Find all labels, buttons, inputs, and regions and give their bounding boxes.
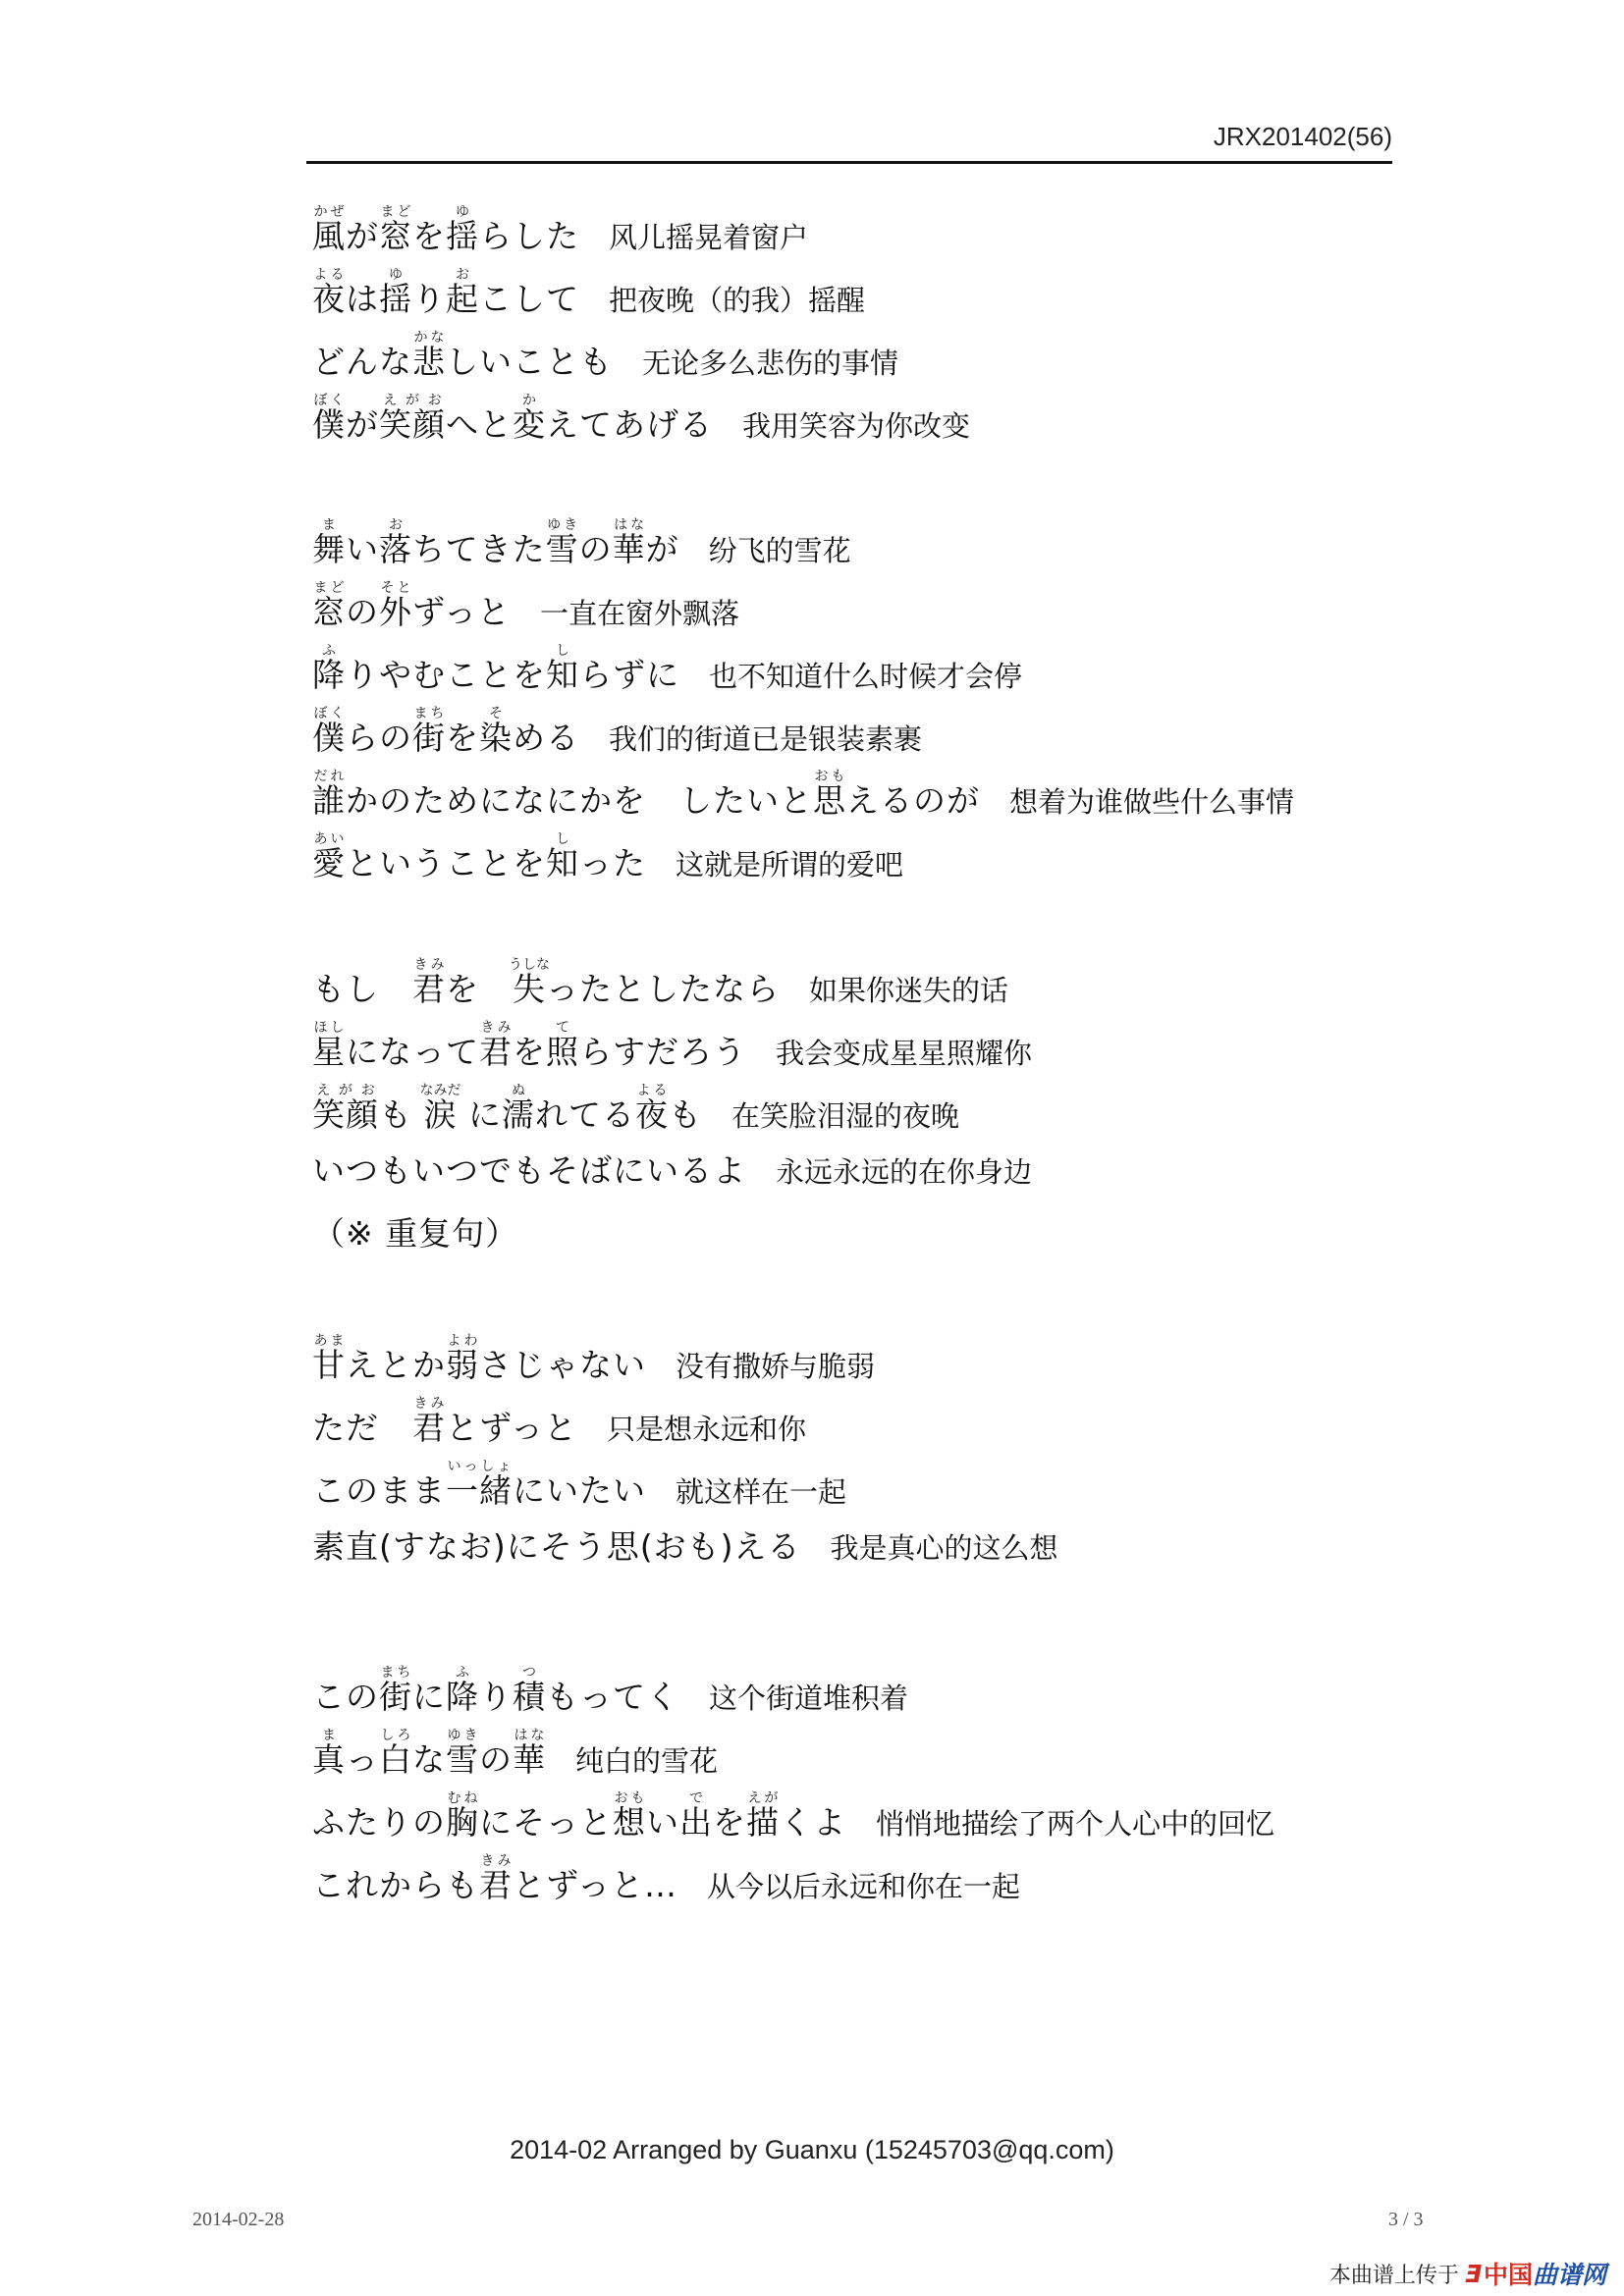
furigana: きみ — [479, 1020, 513, 1036]
kana-text: えるのが — [846, 781, 980, 820]
furigana-word — [546, 831, 579, 882]
japanese-lyric — [312, 1459, 646, 1510]
kana-text: も — [379, 1095, 424, 1134]
furigana: まち — [412, 706, 446, 721]
furigana: だれ — [312, 769, 346, 784]
kana-text: いつもいつでもそばにいるよ — [312, 1151, 746, 1190]
kanji-base: 染 — [479, 719, 513, 757]
lyric-line — [312, 1459, 1058, 1522]
kanji-base: 照 — [546, 1033, 579, 1071]
kanji-base: 僕 — [312, 405, 346, 444]
furigana-word — [379, 517, 412, 568]
lyric-line — [312, 1853, 1274, 1916]
furigana-word — [312, 580, 346, 631]
furigana-word — [446, 267, 479, 318]
furigana-word — [513, 1665, 546, 1716]
site-logo-text-a: 中国 — [1483, 2261, 1533, 2289]
furigana: で — [679, 1790, 713, 1806]
kanji-base: 涙 — [419, 1095, 461, 1134]
chinese-translation: 就这样在一起 — [676, 1475, 847, 1509]
kanji-base: 街 — [412, 719, 446, 757]
furigana-word — [446, 1728, 479, 1779]
kanji-base: 胸 — [446, 1803, 479, 1842]
furigana: きみ — [412, 1396, 446, 1412]
japanese-lyric — [312, 1790, 846, 1842]
furigana: まち — [379, 1665, 412, 1681]
furigana-word — [479, 1020, 513, 1071]
chinese-translation: 无论多么悲伤的事情 — [642, 347, 899, 380]
furigana-word — [379, 393, 446, 444]
kana-text: を — [446, 970, 513, 1008]
japanese-lyric — [312, 267, 579, 318]
kanji-base: 知 — [546, 656, 579, 694]
kanji-base: 起 — [446, 280, 479, 318]
kana-text: しいことも — [446, 343, 613, 381]
lyric-line — [312, 267, 970, 330]
kanji-base: 笑顔 — [379, 405, 446, 444]
furigana: ま — [312, 1728, 346, 1743]
furigana: はな — [513, 1728, 546, 1743]
kana-text: を — [513, 1033, 546, 1071]
japanese-lyric — [312, 1728, 546, 1779]
japanese-lyric — [312, 831, 646, 882]
upload-note-text: 本曲谱上传于 — [1328, 2263, 1459, 2288]
furigana: ふ — [312, 643, 346, 659]
kana-text: の — [479, 1740, 513, 1779]
furigana: て — [546, 1020, 579, 1036]
furigana: ゆき — [446, 1728, 479, 1743]
furigana-word — [312, 204, 346, 255]
furigana: はな — [612, 517, 646, 533]
furigana: きみ — [479, 1853, 513, 1869]
kanji-base: 濡 — [502, 1095, 535, 1134]
furigana-word — [412, 1396, 446, 1447]
furigana-word — [612, 517, 646, 568]
furigana: ゆ — [446, 204, 479, 220]
lyric-line — [312, 1083, 1032, 1146]
lyric-line — [312, 1396, 1058, 1459]
furigana-word — [379, 580, 412, 631]
kana-text: にそっと — [479, 1803, 613, 1842]
kanji-base: 華 — [513, 1740, 546, 1779]
furigana-word — [479, 1853, 513, 1904]
chinese-translation: 这就是所谓的爱吧 — [676, 848, 904, 881]
furigana: つ — [513, 1665, 546, 1681]
lyric-line — [312, 1020, 1032, 1083]
furigana-word — [379, 204, 412, 255]
japanese-lyric — [312, 393, 713, 444]
furigana-word — [312, 831, 346, 882]
chinese-translation: 风儿摇晃着窗户 — [609, 221, 809, 254]
kana-text: が — [645, 530, 679, 568]
furigana: まど — [312, 580, 346, 596]
kanji-base: 君 — [412, 1409, 446, 1447]
furigana: えがお — [379, 393, 446, 408]
japanese-lyric — [312, 204, 579, 255]
furigana: ふ — [446, 1665, 479, 1681]
kana-text: らずに — [579, 656, 679, 694]
kana-text: の — [578, 530, 613, 568]
kanji-base: 雪 — [545, 530, 579, 568]
furigana: そ — [479, 706, 513, 721]
upload-note — [1329, 2256, 1606, 2291]
lyric-line — [312, 706, 1294, 769]
japanese-lyric — [312, 1333, 646, 1384]
furigana: おも — [813, 769, 846, 784]
chinese-translation: 没有撒娇与脆弱 — [676, 1350, 876, 1383]
furigana-word — [613, 1790, 646, 1842]
kanji-base: 知 — [546, 844, 579, 882]
page-number: 3 / 3 — [1388, 2209, 1424, 2230]
furigana-word — [312, 643, 346, 694]
furigana: ゆ — [379, 267, 412, 283]
kanji-base: 愛 — [312, 844, 346, 882]
kana-text: に — [457, 1095, 502, 1134]
furigana: しろ — [379, 1728, 412, 1743]
stanza — [312, 957, 1032, 1271]
lyric-line — [312, 1728, 1274, 1790]
kanji-base: 積 — [513, 1678, 546, 1716]
kana-text: った — [579, 844, 646, 882]
chinese-translation: 我会变成星星照耀你 — [776, 1037, 1033, 1070]
kanji-base: 落 — [379, 530, 412, 568]
kana-text: 素直(すなお)にそう思(おも)える — [312, 1527, 801, 1566]
furigana: あま — [312, 1333, 346, 1349]
furigana-word — [513, 1728, 546, 1779]
kana-text: さじゃない — [479, 1346, 646, 1384]
kanji-base: 出 — [679, 1803, 713, 1842]
kanji-base: 降 — [312, 656, 346, 694]
furigana: なみだ — [419, 1083, 461, 1098]
kanji-base: 華 — [612, 530, 646, 568]
chinese-translation: 从今以后永远和你在一起 — [707, 1870, 1021, 1903]
kanji-base: 君 — [412, 970, 446, 1008]
kanji-base: 思 — [813, 781, 846, 820]
furigana-word — [479, 706, 513, 757]
kana-text: えてあげる — [546, 405, 713, 444]
furigana-word — [312, 517, 346, 568]
chinese-translation: 永远永远的在你身边 — [776, 1155, 1033, 1189]
furigana-word — [446, 1333, 479, 1384]
furigana: きみ — [412, 957, 446, 973]
furigana: そと — [379, 580, 412, 596]
furigana: し — [546, 643, 579, 659]
japanese-lyric — [312, 1151, 746, 1190]
kana-text: り — [412, 280, 446, 318]
kanji-base: 失 — [509, 970, 550, 1008]
document-id: JRX201402(56) — [1213, 122, 1392, 151]
kana-text: ただ — [312, 1409, 412, 1447]
kanji-base: 夜 — [312, 280, 346, 318]
lyric-line — [312, 204, 970, 267]
kana-text: になって — [346, 1033, 479, 1071]
kanji-base: 星 — [312, 1033, 346, 1071]
furigana-word — [546, 643, 579, 694]
chinese-translation: 我们的街道已是银装素裹 — [609, 722, 923, 756]
kana-text: かのためになにかを したいと — [346, 781, 813, 820]
kanji-base: 降 — [446, 1678, 479, 1716]
furigana-word — [679, 1790, 713, 1842]
furigana-word — [312, 267, 346, 318]
kana-text: にいたい — [513, 1471, 646, 1510]
lyric-line — [312, 580, 1294, 643]
japanese-lyric — [312, 706, 579, 757]
kana-text: ということを — [346, 844, 546, 882]
furigana: し — [546, 831, 579, 847]
stanza — [312, 1665, 1274, 1916]
lyric-line — [312, 393, 970, 455]
kana-text: は — [346, 280, 379, 318]
furigana: ま — [312, 517, 346, 533]
kana-text: とずっと… — [513, 1866, 678, 1904]
header-rule — [306, 161, 1392, 164]
furigana-word — [446, 1665, 479, 1716]
chinese-translation: 只是想永远和你 — [607, 1413, 807, 1446]
furigana-word — [419, 1083, 461, 1134]
furigana: あい — [312, 831, 346, 847]
kanji-base: 夜 — [635, 1095, 669, 1134]
chinese-translation: 这个街道堆积着 — [709, 1682, 909, 1715]
chinese-translation: 在笑脸泪湿的夜晚 — [731, 1099, 960, 1133]
kanji-base: 変 — [513, 405, 546, 444]
kana-text: ちてきた — [412, 530, 546, 568]
japanese-lyric — [312, 1083, 702, 1134]
kanji-base: 外 — [379, 593, 412, 631]
kana-text: らした — [479, 217, 579, 255]
kanji-base: 描 — [746, 1803, 780, 1842]
furigana-word — [312, 1083, 379, 1134]
japanese-lyric — [312, 957, 780, 1008]
furigana-word — [379, 267, 412, 318]
kana-text: も — [669, 1095, 702, 1134]
footer-credit: 2014-02 Arranged by Guanxu (15245703@qq.com) — [510, 2135, 1114, 2164]
kanji-base: 一緒 — [446, 1471, 513, 1510]
furigana: いっしょ — [446, 1459, 513, 1474]
furigana-word — [412, 330, 446, 381]
kanji-base: 君 — [479, 1033, 513, 1071]
furigana-word — [635, 1083, 669, 1134]
kanji-base: 僕 — [312, 719, 346, 757]
chinese-translation: 把夜晚（的我）摇醒 — [609, 284, 866, 317]
kana-text: い — [346, 530, 379, 568]
japanese-lyric — [312, 1020, 746, 1071]
furigana-word — [412, 957, 446, 1008]
lyric-line — [312, 643, 1294, 706]
furigana-word — [412, 706, 446, 757]
kana-text: を — [446, 719, 479, 757]
kana-text: める — [513, 719, 579, 757]
kana-text: の — [346, 593, 379, 631]
furigana: かぜ — [312, 204, 346, 220]
site-logo-text-b: 曲谱网 — [1532, 2261, 1606, 2289]
lyric-line — [312, 1146, 1032, 1208]
furigana: ぼく — [312, 706, 346, 721]
furigana: よる — [635, 1083, 669, 1098]
furigana: ゆき — [545, 517, 579, 533]
kanji-base: 甘 — [312, 1346, 346, 1384]
furigana: おも — [613, 1790, 646, 1806]
kanji-base: 白 — [379, 1740, 412, 1779]
japanese-lyric — [312, 1396, 578, 1447]
kana-text: （※ 重复句） — [312, 1214, 519, 1253]
furigana-word — [312, 1333, 346, 1384]
furigana-word — [513, 393, 546, 444]
stanza — [312, 517, 1294, 894]
kanji-base: 誰 — [312, 781, 346, 820]
kana-text: りやむことを — [346, 656, 546, 694]
kana-text: り — [479, 1678, 513, 1716]
lyric-line — [312, 957, 1032, 1020]
kana-text: れてる — [535, 1095, 635, 1134]
furigana: お — [446, 267, 479, 283]
chinese-translation: 我用笑容为你改变 — [742, 409, 971, 443]
kana-text: このまま — [312, 1471, 446, 1510]
kana-text: へと — [446, 405, 513, 444]
kana-text: っ — [346, 1740, 379, 1779]
chinese-translation: 一直在窗外飘落 — [540, 597, 740, 630]
kana-text: らすだろう — [579, 1033, 746, 1071]
japanese-lyric — [312, 580, 512, 631]
kanji-base: 窓 — [379, 217, 412, 255]
japanese-lyric — [312, 1214, 518, 1253]
furigana: えがお — [312, 1083, 379, 1098]
furigana-word — [446, 1459, 513, 1510]
kanji-base: 舞 — [312, 530, 346, 568]
kana-text: この — [312, 1678, 379, 1716]
footer-date: 2014-02-28 — [192, 2209, 285, 2230]
furigana: よる — [312, 267, 346, 283]
furigana-word — [446, 204, 479, 255]
chinese-translation: 如果你迷失的话 — [809, 974, 1009, 1007]
kana-text: らの — [346, 719, 412, 757]
furigana: よわ — [446, 1333, 479, 1349]
kanji-base: 街 — [379, 1678, 412, 1716]
furigana-word — [546, 1020, 579, 1071]
lyric-line — [312, 1333, 1058, 1396]
kanji-base: 雪 — [446, 1740, 479, 1779]
kana-text: を — [412, 217, 446, 255]
furigana-word — [379, 1728, 412, 1779]
site-logo-mark-icon: Ǝ — [1464, 2259, 1482, 2288]
furigana-word — [312, 1020, 346, 1071]
kanji-base: 揺 — [446, 217, 479, 255]
lyric-line — [312, 1522, 1058, 1584]
kana-text: ったとしたなら — [546, 970, 780, 1008]
furigana: むね — [446, 1790, 479, 1806]
furigana: ぼく — [312, 393, 346, 408]
kana-text: を — [713, 1803, 746, 1842]
furigana-word — [312, 393, 346, 444]
kana-text: もってく — [546, 1678, 679, 1716]
furigana: かな — [412, 330, 446, 346]
kanji-base: 風 — [312, 217, 346, 255]
kana-text: こして — [479, 280, 579, 318]
furigana-word — [312, 706, 346, 757]
kana-text: な — [412, 1740, 446, 1779]
kanji-base: 弱 — [446, 1346, 479, 1384]
kanji-base: 悲 — [412, 343, 446, 381]
furigana: まど — [379, 204, 412, 220]
chinese-translation: 我是真心的这么想 — [830, 1531, 1058, 1565]
furigana: ほし — [312, 1020, 346, 1036]
chinese-translation: 纯白的雪花 — [575, 1744, 719, 1778]
lyric-line — [312, 330, 970, 393]
chinese-translation: 悄悄地描绘了两个人心中的回忆 — [876, 1807, 1275, 1841]
furigana-word — [746, 1790, 780, 1842]
furigana-word — [509, 957, 550, 1008]
furigana: ぬ — [502, 1083, 535, 1098]
kana-text: これからも — [312, 1866, 479, 1904]
lyric-line — [312, 1665, 1274, 1728]
kana-text: ずっと — [412, 593, 512, 631]
furigana-word — [379, 1665, 412, 1716]
kana-text: ふたりの — [312, 1803, 446, 1842]
chinese-translation: 也不知道什么时候才会停 — [709, 660, 1023, 693]
furigana-word — [502, 1083, 535, 1134]
stanza — [312, 1333, 1058, 1584]
lyric-line — [312, 1208, 1032, 1271]
kana-text: とずっと — [446, 1409, 578, 1447]
lyric-line — [312, 769, 1294, 831]
japanese-lyric — [312, 1853, 678, 1904]
furigana: うしな — [509, 957, 550, 973]
japanese-lyric — [312, 643, 679, 694]
furigana-word — [545, 517, 579, 568]
kana-text: に — [412, 1678, 446, 1716]
japanese-lyric — [312, 769, 980, 820]
japanese-lyric — [312, 517, 679, 568]
furigana: お — [379, 517, 412, 533]
kanji-base: 揺 — [379, 280, 412, 318]
kanji-base: 想 — [613, 1803, 646, 1842]
furigana-word — [312, 769, 346, 820]
kana-text: えとか — [346, 1346, 446, 1384]
kana-text: い — [646, 1803, 679, 1842]
lyric-line — [312, 517, 1294, 580]
lyric-line — [312, 831, 1294, 894]
kanji-base: 窓 — [312, 593, 346, 631]
furigana-word — [446, 1790, 479, 1842]
lyric-line — [312, 1790, 1274, 1853]
furigana-word — [813, 769, 846, 820]
japanese-lyric — [312, 330, 613, 381]
furigana-word — [312, 1728, 346, 1779]
chinese-translation: 纷飞的雪花 — [708, 534, 851, 567]
stanza — [312, 204, 970, 455]
kana-text: どんな — [312, 343, 412, 381]
japanese-lyric — [312, 1665, 679, 1716]
kana-text: が — [346, 217, 379, 255]
kana-text: もし — [312, 970, 412, 1008]
kanji-base: 真 — [312, 1740, 346, 1779]
kanji-base: 君 — [479, 1866, 513, 1904]
kanji-base: 笑顔 — [312, 1095, 379, 1134]
kana-text: が — [346, 405, 379, 444]
chinese-translation: 想着为谁做些什么事情 — [1009, 785, 1295, 819]
furigana: か — [513, 393, 546, 408]
site-logo[interactable] — [1465, 2256, 1606, 2291]
furigana: えが — [746, 1790, 780, 1806]
japanese-lyric — [312, 1527, 801, 1566]
kana-text: くよ — [780, 1803, 846, 1842]
